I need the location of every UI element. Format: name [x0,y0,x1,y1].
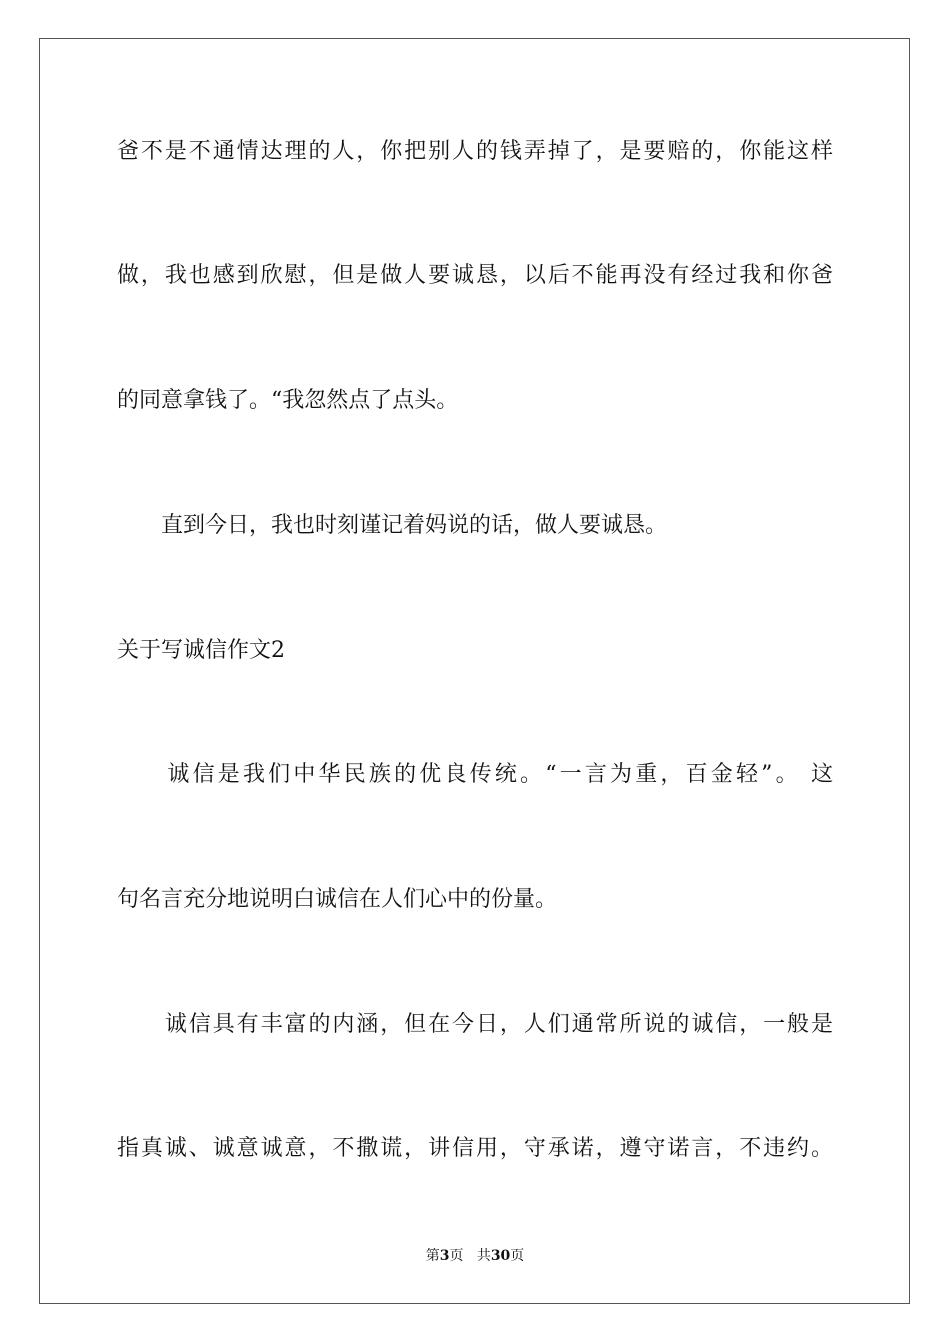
footer-prefix: 第 [425,1248,440,1264]
body-line-3: 的同意拿钱了。“我忽然点了点头。 [117,388,459,413]
footer-page-number: 3 [439,1248,450,1264]
body-line-4: 直到今日，我也时刻谨记着妈说的话，做人要诚恳。 [117,513,668,538]
body-line-8: 指真诚、诚意诚意，不撒谎，讲信用，守承诺，遵守诺言，不违约。 [117,1136,833,1161]
page-footer [0,1246,950,1266]
body-line-6: 句名言充分地说明白诚信在人们心中的份量。 [117,887,558,912]
footer-total-prefix: 共 [476,1248,491,1264]
page-frame [39,38,910,1304]
body-line-1: 爸不是不通情达理的人，你把别人的钱弄掉了，是要赔的，你能这样 [117,139,833,164]
section-heading: 关于写诚信作文2 [117,638,285,663]
footer-total-pages: 30 [490,1248,511,1264]
body-line-2: 做，我也感到欣慰，但是做人要诚恳，以后不能再没有经过我和你爸 [117,263,833,288]
body-line-7: 诚信具有丰富的内涵，但在今日，人们通常所说的诚信，一般是 [117,1012,833,1037]
footer-page-suffix: 页 [449,1248,464,1264]
footer-total-suffix: 页 [510,1248,525,1264]
body-line-5: 诚信是我们中华民族的优良传统。“一言为重，百金轻”。 这 [117,762,833,787]
